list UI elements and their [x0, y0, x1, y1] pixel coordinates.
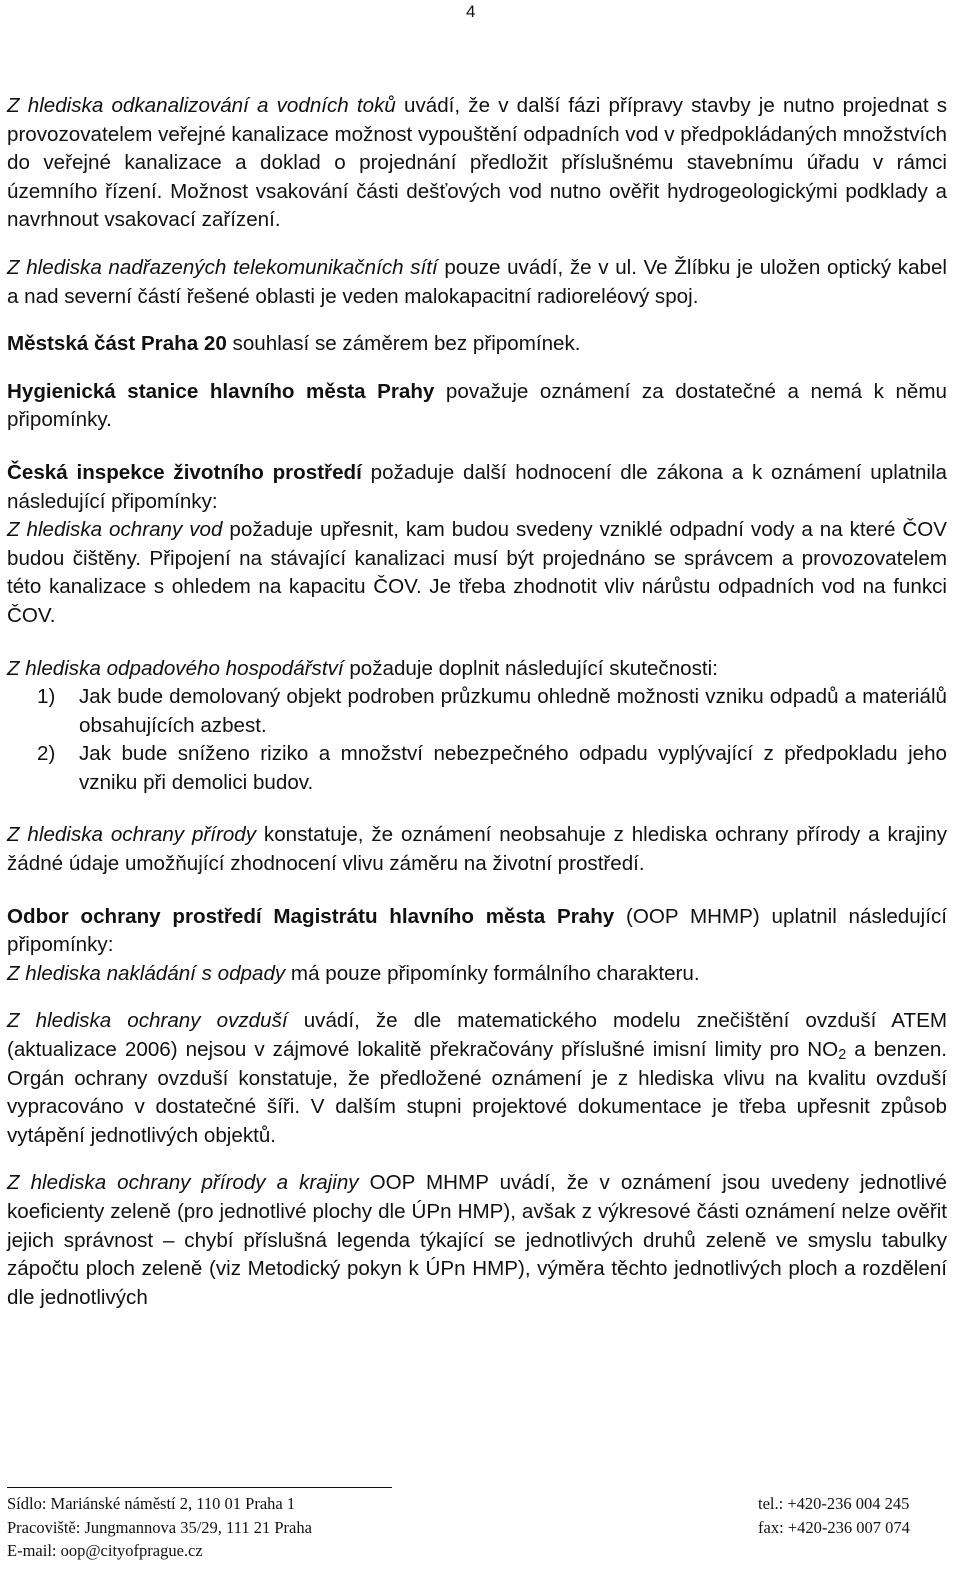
paragraph-telecom [7, 254, 947, 311]
footer-seat: Sídlo: Mariánské náměstí 2, 110 01 Praha 1 [7, 1494, 296, 1513]
paragraph-heading: Z hlediska ochrany přírody [7, 823, 257, 847]
footer-divider [7, 1487, 392, 1488]
list-item [7, 683, 947, 740]
list-number: 2) [37, 742, 56, 766]
paragraph-praha20 [7, 330, 947, 359]
paragraph-air [7, 1007, 947, 1150]
paragraph-hygiene [7, 378, 947, 435]
paragraph-text: má pouze připomínky formálního charakteru. [285, 961, 700, 985]
paragraph-text-continued: a benzen. Orgán ochrany ovzduší konstatuje, že předložené oznámení je z hlediska vlivu na kvalitu ovzduší vypracováno v dostatečné šíři. V dalším stupni projektové dokumentace je třeba upřesnit způsob vytápění jednotlivých objektů. [7, 1038, 948, 1147]
footer-fax: fax: +420-236 007 074 [758, 1517, 910, 1537]
subscript: 2 [838, 1046, 847, 1063]
paragraph-oop-mhmp [7, 903, 947, 960]
paragraph-heading: Z hlediska ochrany vod [7, 518, 223, 542]
footer-address-block [7, 1492, 312, 1563]
list-text: Jak bude sníženo riziko a množství nebezpečného odpadu vyplývající z předpokladu jeho vzniku při demolici budov. [79, 742, 947, 794]
paragraph-text: (OOP MHMP) uplatnil následující připomínky: [7, 904, 948, 957]
paragraph-text: souhlasí se záměrem bez připomínek. [226, 332, 581, 356]
requirements-list [7, 683, 947, 797]
paragraph-text: OOP MHMP uvádí, že v oznámení jsou uvedeny jednotlivé koeficienty zeleně (pro jednotlivé plochy dle ÚPn HMP), avšak z výkresové části oznámení nelze ověřit jejich správnost – chybí příslušná legenda týkající se jednotlivých druhů zeleně ve smyslu tabulky zápočtu ploch zeleně (viz Metodický pokyn k ÚPn HMP), výměra těchto jednotlivých ploch a rozdělení dle jednotlivých [7, 1171, 947, 1309]
paragraph-landscape [7, 1169, 947, 1312]
paragraph-waste-handling [7, 960, 947, 989]
footer-workplace: Pracoviště: Jungmannova 35/29, 111 21 Praha [7, 1517, 312, 1537]
authority-name: Městská část Praha 20 [7, 332, 227, 356]
paragraph-text: uvádí, že dle matematického modelu znečištění ovzduší ATEM (aktualizace 2006) nejsou v zájmové lokalitě překračovány příslušné imisní limity pro NO [7, 1009, 947, 1062]
paragraph-text: uvádí, že v další fázi přípravy stavby je nutno projednat s provozovatelem veřejné kanalizace možnost vypouštění odpadních vod v předpokládaných množstvích do veřejné kanalizace a doklad o projednání předložit příslušnému stavebnímu úřadu v rámci územního řízení. Možnost vsakování části dešťových vod nutno ověřit hydrogeologickými podklady a navrhnout vsakovací zařízení. [7, 94, 948, 232]
paragraph-heading: Z hlediska odpadového hospodářství [7, 656, 344, 680]
paragraph-waste [7, 655, 947, 684]
paragraph-text: požaduje upřesnit, kam budou svedeny vzniklé odpadní vody a na které ČOV budou čištěny. Připojení na stávající kanalizaci musí být projednáno se správcem a provozovatelem této kanalizace s ohledem na kapacitu ČOV. Je třeba zhodnotit vliv nárůstu odpadních vod na funkci ČOV. [7, 518, 947, 627]
paragraph-heading: Z hlediska ochrany ovzduší [7, 1009, 288, 1033]
authority-name: Hygienická stanice hlavního města Prahy [7, 379, 435, 403]
paragraph-heading: Z hlediska nadřazených telekomunikačních sítí [7, 255, 438, 279]
footer-contact-block [758, 1492, 910, 1539]
authority-name: Česká inspekce životního prostředí [7, 460, 362, 484]
paragraph-nature [7, 821, 947, 878]
paragraph-text: požaduje další hodnocení dle zákona a k oznámení uplatnila následující připomínky: [7, 460, 947, 513]
footer-email: E-mail: oop@cityofprague.cz [7, 1541, 203, 1560]
list-text: Jak bude demolovaný objekt podroben průzkumu ohledně možnosti vzniku odpadů a materiálů obsahujících azbest. [79, 685, 947, 737]
authority-name: Odbor ochrany prostředí Magistrátu hlavního města Prahy [7, 904, 615, 928]
paragraph-text: požaduje doplnit následující skutečnosti: [343, 656, 718, 680]
paragraph-heading: Z hlediska ochrany přírody a krajiny [7, 1171, 359, 1195]
paragraph-water-protection [7, 516, 947, 630]
document-body [7, 92, 947, 1312]
footer-phone: tel.: +420-236 004 245 [758, 1494, 910, 1513]
page-number: 4 [466, 2, 476, 21]
paragraph-heading: Z hlediska nakládání s odpady [7, 961, 286, 985]
paragraph-inspection [7, 459, 947, 516]
paragraph-heading: Z hlediska odkanalizování a vodních toků [7, 94, 396, 117]
list-item [7, 740, 947, 797]
list-number: 1) [37, 685, 56, 709]
paragraph-wastewater [7, 92, 947, 235]
paragraph-text: pouze uvádí, že v ul. Ve Žlíbku je uložen optický kabel a nad severní částí řešené oblasti je veden malokapacitní radioreléový spoj. [7, 255, 948, 308]
paragraph-text: konstatuje, že oznámení neobsahuje z hlediska ochrany přírody a krajiny žádné údaje umožňující zhodnocení vlivu záměru na životní prostředí. [7, 823, 947, 876]
paragraph-text: považuje oznámení za dostatečné a nemá k němu připomínky. [7, 379, 947, 432]
